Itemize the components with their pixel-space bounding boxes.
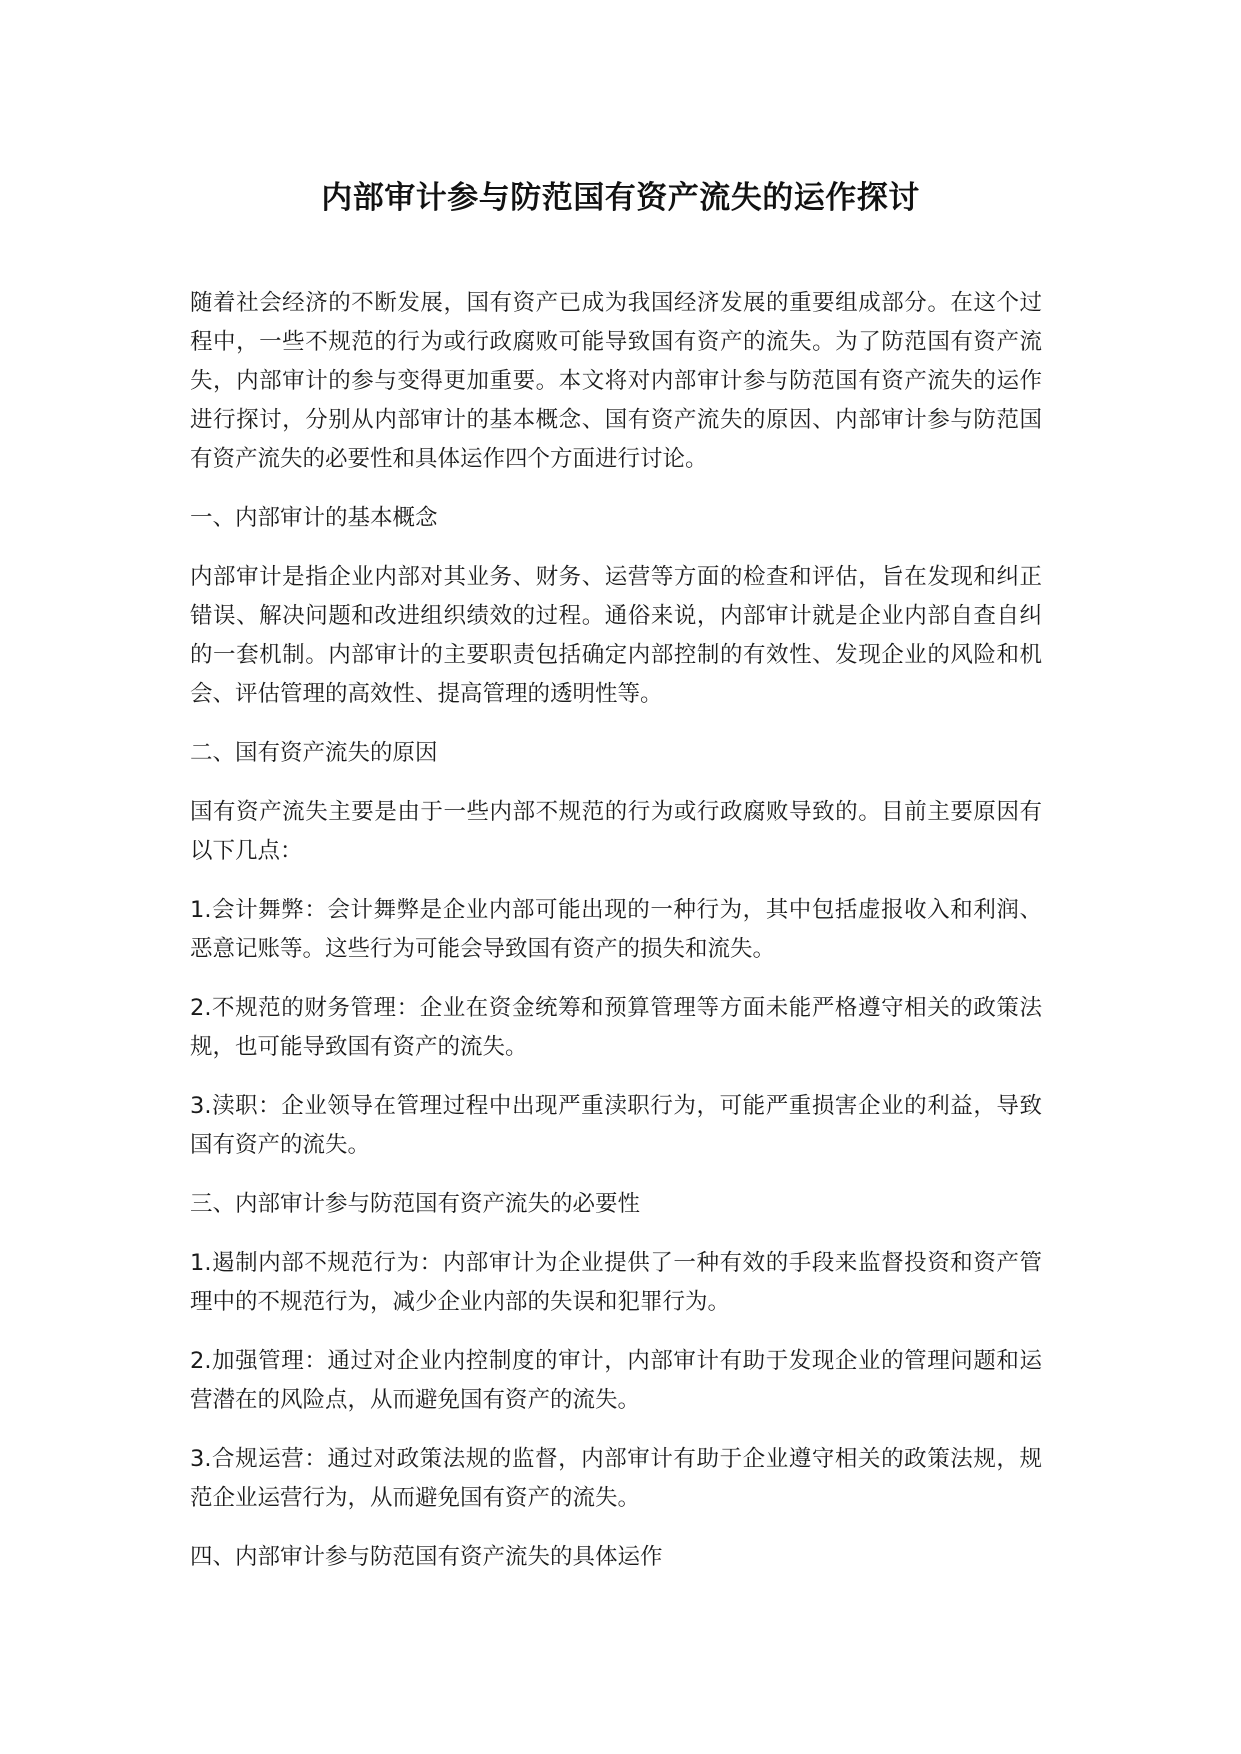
section-2-item-3: 3.渎职：企业领导在管理过程中出现严重渎职行为，可能严重损害企业的利益，导致国有资产的流失。 [190,1093,1042,1158]
section-3-item-3: 3.合规运营：通过对政策法规的监督，内部审计有助于企业遵守相关的政策法规，规范企业运营行为，从而避免国有资产的流失。 [190,1446,1042,1511]
section-heading-3: 三、内部审计参与防范国有资产流失的必要性 [190,1191,641,1217]
section-3-item-2: 2.加强管理：通过对企业内控制度的审计，内部审计有助于发现企业的管理问题和运营潜在的风险点，从而避免国有资产的流失。 [190,1348,1042,1413]
section-2-item-2: 2.不规范的财务管理：企业在资金统筹和预算管理等方面未能严格遵守相关的政策法规，也可能导致国有资产的流失。 [190,995,1042,1060]
section-heading-4: 四、内部审计参与防范国有资产流失的具体运作 [190,1544,663,1570]
document-body [190,284,1042,1597]
section-3-item-1: 1.遏制内部不规范行为：内部审计为企业提供了一种有效的手段来监督投资和资产管理中的不规范行为，减少企业内部的失误和犯罪行为。 [190,1250,1042,1315]
section-1-paragraph: 内部审计是指企业内部对其业务、财务、运营等方面的检查和评估，旨在发现和纠正错误、解决问题和改进组织绩效的过程。通俗来说，内部审计就是企业内部自查自纠的一套机制。内部审计的主要职责包括确定内部控制的有效性、发现企业的风险和机会、评估管理的高效性、提高管理的透明性等。 [190,564,1042,707]
section-heading-1: 一、内部审计的基本概念 [190,505,438,531]
section-heading-2: 二、国有资产流失的原因 [190,740,438,766]
document-title: 内部审计参与防范国有资产流失的运作探讨 [321,180,920,216]
section-2-item-1: 1.会计舞弊：会计舞弊是企业内部可能出现的一种行为，其中包括虚报收入和利润、恶意记账等。这些行为可能会导致国有资产的损失和流失。 [190,897,1042,962]
section-2-paragraph: 国有资产流失主要是由于一些内部不规范的行为或行政腐败导致的。目前主要原因有以下几点： [190,799,1042,864]
intro-paragraph: 随着社会经济的不断发展，国有资产已成为我国经济发展的重要组成部分。在这个过程中，一些不规范的行为或行政腐败可能导致国有资产的流失。为了防范国有资产流失，内部审计的参与变得更加重要。本文将对内部审计参与防范国有资产流失的运作进行探讨，分别从内部审计的基本概念、国有资产流失的原因、内部审计参与防范国有资产流失的必要性和具体运作四个方面进行讨论。 [190,290,1042,472]
